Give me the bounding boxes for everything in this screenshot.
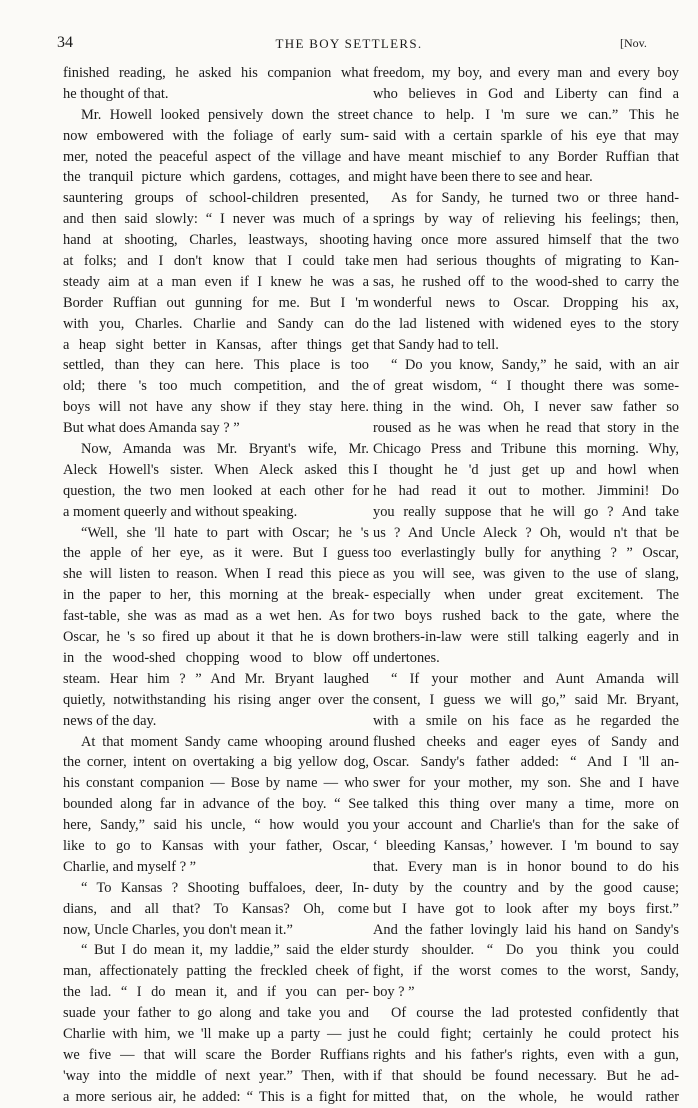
text-line: the lad. “ I do mean it, and if you can per- (63, 984, 369, 1001)
text-line: a moment queerly and without speaking. (63, 503, 298, 520)
text-line: in the paper to her, this morning at the break- (63, 587, 369, 604)
text-line: rights and his father's rights, even with a gun, (373, 1046, 679, 1063)
text-line: “ Do you know, Sandy,” he said, with an air (391, 357, 679, 374)
text-line: and then said slowly: “ I never was much of a (63, 211, 369, 228)
text-line: the apple of her eye, as it were. But I guess (63, 545, 369, 562)
text-line: At that moment Sandy came whooping around (81, 733, 369, 750)
text-line: “ To Kansas ? Shooting buffaloes, deer, In- (81, 879, 369, 896)
text-line: Charlie with him, we 'll make up a party — just (63, 1025, 369, 1042)
text-line: have meant mischief to any Border Ruffian that (373, 148, 679, 165)
text-line: As for Sandy, he turned two or three hand- (391, 190, 679, 207)
text-line: consent, I guess we will go,” said Mr. Bryant, (373, 691, 679, 708)
text-line: of great wisdom, “ I thought there was some- (373, 378, 679, 395)
text-line: that Sandy had to tell. (373, 336, 499, 353)
text-line: fight, if the worst comes to the worst, Sandy, (373, 963, 679, 980)
text-line: steady aim at a man even if I knew he was a (63, 273, 369, 290)
text-line: question, the two men looked at each other for (63, 482, 369, 499)
text-line: talked this thing over many a time, more on (373, 796, 679, 813)
text-line: now embowered with the foliage of early sum- (63, 127, 369, 144)
text-line: news of the day. (63, 712, 157, 729)
issue-mark: [Nov. (620, 36, 647, 50)
text-line: your account and Charlie's than for the sake of (373, 817, 679, 834)
text-line: Charlie, and myself ? ” (63, 858, 197, 875)
text-line: I thought he 'd just get up and howl when (373, 461, 679, 478)
text-line: Aleck Howell's sister. When Aleck asked this (63, 461, 369, 478)
text-line: freedom, my boy, and every man and every boy (373, 65, 679, 81)
text-line: hand at shooting, Charles, leastways, shooting (63, 232, 369, 249)
page-number: 34 (57, 34, 73, 51)
text-line: undertones. (373, 649, 440, 666)
text-line: suade your father to go along and take you and (63, 1005, 369, 1022)
text-line: flushed cheeks and eager eyes of Sandy and (373, 733, 679, 750)
text-line: roused as he was when he read that story in the (373, 420, 679, 437)
text-line: we five — that will scare the Border Ruffians (63, 1046, 369, 1063)
text-line: here, Sandy,” said his uncle, “ how would you (63, 817, 369, 834)
text-line: brothers-in-law were still talking eagerly and in (373, 629, 679, 646)
text-line: Mr. Howell looked pensively down the street (81, 106, 369, 123)
text-line: chance to help. I 'm sure we can.” This he (373, 106, 679, 123)
text-line: he thought of that. (63, 85, 169, 102)
text-line: having once more assured himself that the two (373, 232, 679, 249)
text-line: sas, he rushed off to the wood-shed to carry the (373, 273, 679, 290)
text-line: 'way into the middle of next year.” Then, with (63, 1067, 369, 1084)
text-line: wonderful news to Oscar. Dropping his ax, (373, 294, 679, 311)
text-line: he could fight; certainly he could protect his (373, 1025, 679, 1042)
text-line: mer, noted the peaceful aspect of the village and (63, 148, 369, 165)
text-line: he had read it out to mother. Jimmini! Do (373, 482, 679, 499)
text-line: Border Ruffian out gunning for me. But I 'm (63, 294, 369, 311)
text-line: dians, and all that? To Kansas? Oh, come (63, 900, 369, 917)
text-line: like to go to Kansas with your father, Oscar, (63, 837, 369, 854)
text-line: Now, Amanda was Mr. Bryant's wife, Mr. (81, 441, 369, 458)
text-line: settled, than they can here. This place is too (63, 357, 369, 374)
text-line: us ? And Uncle Aleck ? Oh, would n't that be (373, 524, 679, 541)
text-line: Oscar, he 's so fired up about it that he is down (63, 629, 369, 646)
text-line: a more serious air, he added: “ This is a fight for (63, 1088, 369, 1105)
text-line: And the father lovingly laid his hand on Sandy's (373, 921, 679, 938)
text-line: his constant companion — Bose by name — who (63, 775, 369, 792)
text-line: especially when under great excitement. The (373, 587, 679, 604)
text-line: Oscar. Sandy's father added: “ And I 'll an- (373, 754, 679, 771)
text-line: but I have got to look after my boys first.” (373, 900, 679, 917)
text-line: the tranquil picture which gardens, cottages, and (63, 169, 369, 186)
right-column (373, 63, 679, 1108)
text-line: steam. Hear him ? ” And Mr. Bryant laughed (63, 670, 369, 687)
text-line: thing in the wind. Oh, I never saw father so (373, 399, 679, 416)
left-column (63, 63, 369, 1108)
text-line: “ But I do mean it, my laddie,” said the elder (81, 942, 369, 959)
text-line: old; there 's too much competition, and the (63, 378, 369, 395)
text-line: men had serious thoughts of migrating to Kan- (373, 253, 679, 270)
text-line: But what does Amanda say ? ” (63, 420, 240, 437)
text-line: sauntering groups of school-children presented, (63, 190, 369, 207)
text-line: a heap sight better in Kansas, after things get (63, 336, 369, 353)
text-line: who believes in God and Liberty can find a (373, 85, 679, 102)
text-line: with you, Charles. Charlie and Sandy can do (63, 315, 369, 332)
text-line: “Well, she 'll hate to part with Oscar; he 's (81, 524, 369, 541)
text-line: boys will not have any show if they stay here. (63, 399, 369, 416)
text-line: fast-table, she was as mad as a wet hen. As for (63, 608, 369, 625)
text-line: Chicago Press and Tribune this morning. Why, (373, 441, 679, 458)
text-line: finished reading, he asked his companion what (63, 65, 369, 81)
text-line: the lad listened with widened eyes to the story (373, 315, 679, 332)
text-line: in the wood-shed chopping wood to blow off (63, 649, 369, 666)
text-line: sturdy shoulder. “ Do you think you could (373, 942, 679, 959)
text-line: “ If your mother and Aunt Amanda will (391, 670, 679, 687)
text-line: quietly, notwithstanding his rising anger over the (63, 691, 369, 708)
text-line: now, Uncle Charles, you don't mean it.” (63, 921, 293, 938)
text-line: might have been there to see and hear. (373, 169, 593, 186)
text-line: duty by the country and by the good cause; (373, 879, 679, 896)
text-line: said with a certain sparkle of his eye that may (373, 127, 679, 144)
text-line: with a smile on his face as he regarded the (373, 712, 679, 729)
text-line: bounded along far in advance of the boy. “ See (63, 796, 369, 813)
text-line: she will listen to reason. When I read this piece (63, 566, 369, 583)
text-line: two boys rushed back to the gate, where the (373, 608, 679, 625)
text-line: as you will see, was given to the use of slang, (373, 566, 679, 583)
text-line: ‘ bleeding Kansas,’ however. I 'm bound to say (373, 837, 679, 854)
text-line: that. Every man is in honor bound to do his (373, 858, 679, 875)
running-title: THE BOY SETTLERS. (275, 36, 423, 51)
text-line: springs by way of relieving his feelings; then, (373, 211, 679, 228)
text-line: Of course the lad protested confidently that (391, 1005, 679, 1022)
text-line: man, affectionately patting the freckled cheek of (63, 963, 369, 980)
text-line: the corner, intent on overtaking a big yellow dog, (63, 754, 369, 771)
text-line: swer for your mother, my son. She and I have (373, 775, 679, 792)
text-line: mitted that, on the whole, he would rather (373, 1088, 679, 1105)
text-line: you really suppose that he will go ? And take (373, 503, 679, 520)
text-line: if that should be found necessary. But he ad- (373, 1067, 679, 1084)
text-line: at folks; and I don't know that I could take (63, 253, 369, 270)
text-line: boy ? ” (373, 984, 415, 1001)
text-line: too everlastingly bully for anything ? ” Oscar, (373, 545, 679, 562)
